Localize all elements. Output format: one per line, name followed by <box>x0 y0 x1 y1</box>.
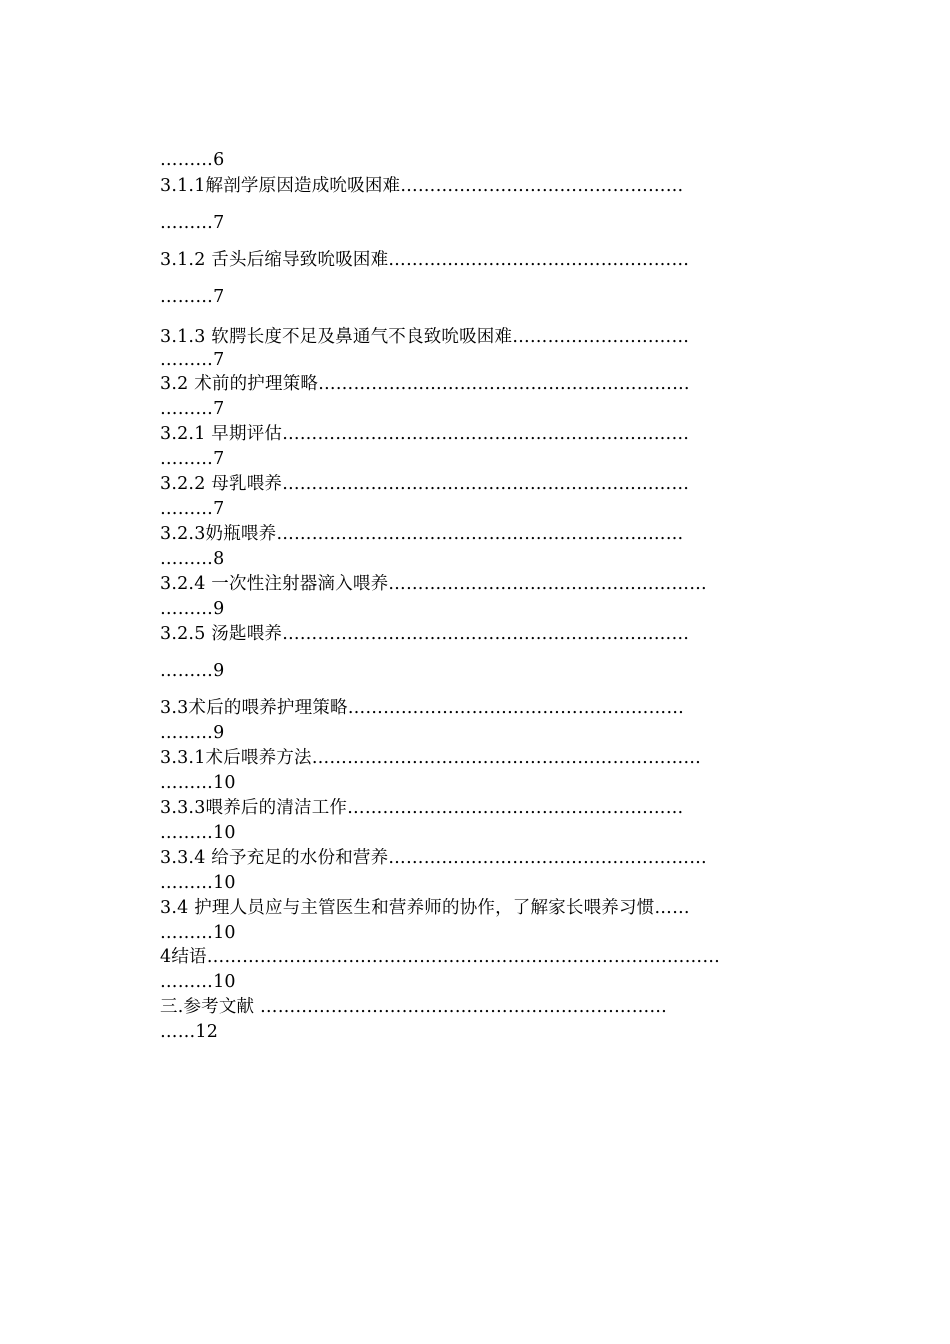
toc-entry-3-1-2: 3.1.2 舌头后缩导致吮吸困难…………………………………………… <box>160 250 690 270</box>
toc-page-number: ………10 <box>160 823 236 843</box>
toc-page-number: ………7 <box>160 449 225 469</box>
toc-page-number: ………7 <box>160 399 225 419</box>
toc-page-number: ………9 <box>160 723 225 743</box>
toc-entry-3-2-4: 3.2.4 一次性注射器滴入喂养……………………………………………… <box>160 574 707 594</box>
toc-page-number: ………7 <box>160 287 225 307</box>
toc-entry-3-3-1: 3.3.1术后喂养方法………………………………………………………… <box>160 748 702 768</box>
toc-entry-3-2: 3.2 术前的护理策略……………………………………………………… <box>160 374 690 394</box>
toc-page-number: ………9 <box>160 599 225 619</box>
toc-entry-3-1-3: 3.1.3 软腭长度不足及鼻通气不良致吮吸困难………………………… <box>160 327 690 347</box>
toc-entry-3-4: 3.4 护理人员应与主管医生和营养师的协作，了解家长喂养习惯…… <box>160 898 690 918</box>
toc-page-number: ………7 <box>160 499 225 519</box>
toc-page-number: ………7 <box>160 213 225 233</box>
toc-entry-3-2-3: 3.2.3奶瓶喂养…………………………………………………………… <box>160 524 684 544</box>
toc-entry-3-2-5: 3.2.5 汤匙喂养…………………………………………………………… <box>160 624 690 644</box>
toc-page-number: ………10 <box>160 923 236 943</box>
toc-entry-3-3: 3.3术后的喂养护理策略………………………………………………… <box>160 698 685 718</box>
toc-page-number: ………10 <box>160 773 236 793</box>
toc-page-number: ……12 <box>160 1022 219 1042</box>
toc-entry-4: 4结语…………………………………………………………………………… <box>160 947 721 967</box>
toc-page-number: ………6 <box>160 150 225 170</box>
toc-page-number: ………9 <box>160 661 225 681</box>
toc-entry-3-2-2: 3.2.2 母乳喂养…………………………………………………………… <box>160 474 690 494</box>
toc-page-number: ………10 <box>160 972 236 992</box>
toc-entry-references: 三.参考文献 …………………………………………………………… <box>160 997 668 1017</box>
toc-page-number: ………7 <box>160 350 225 370</box>
toc-entry-3-3-3: 3.3.3喂养后的清洁工作………………………………………………… <box>160 798 684 818</box>
toc-entry-3-1-1: 3.1.1解剖学原因造成吮吸困难………………………………………… <box>160 176 684 196</box>
toc-page-number: ………8 <box>160 549 225 569</box>
toc-page-number: ………10 <box>160 873 236 893</box>
toc-entry-3-2-1: 3.2.1 早期评估…………………………………………………………… <box>160 424 690 444</box>
toc-entry-3-3-4: 3.3.4 给予充足的水份和营养……………………………………………… <box>160 848 707 868</box>
